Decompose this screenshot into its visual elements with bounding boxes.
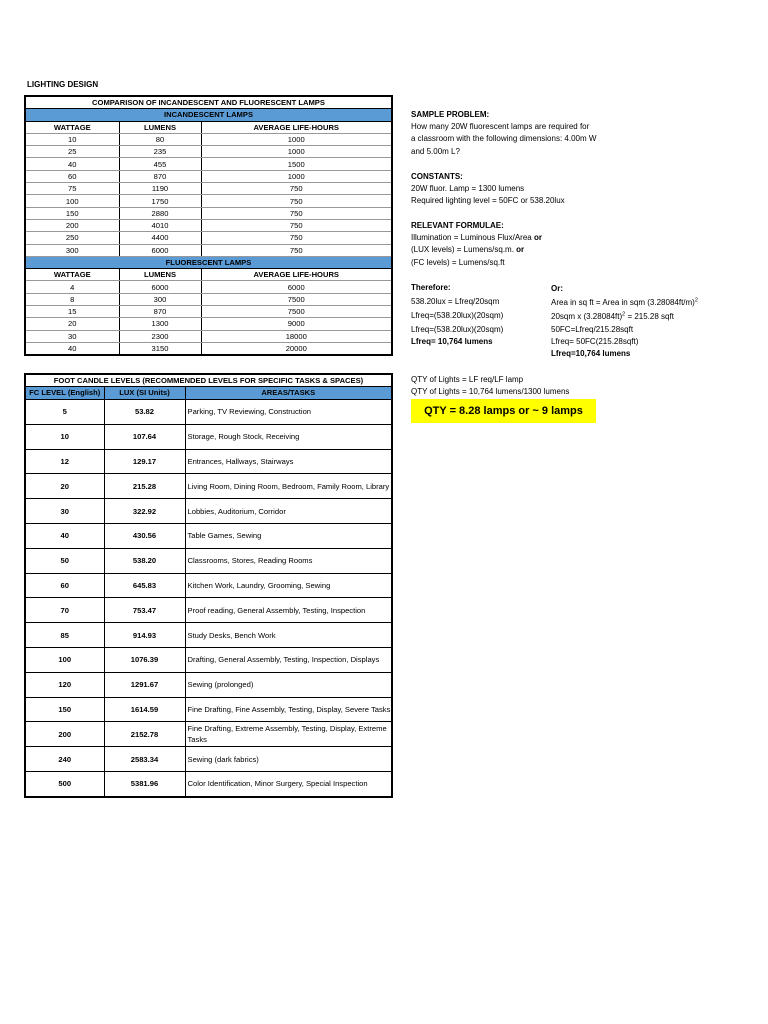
footcandle-lux-cell: 1291.67 xyxy=(104,672,185,697)
formula-1-or: or xyxy=(533,233,542,243)
footcandle-fc-level-cell: 40 xyxy=(25,523,104,548)
footcandle-areas-cell: Sewing (prolonged) xyxy=(185,672,392,697)
therefore-line-3: Lfreq=(538.20lux)(20sqm) xyxy=(411,324,504,334)
footcandle-fc-level-cell: 85 xyxy=(25,623,104,648)
incandescent-wattage-cell: 250 xyxy=(25,232,119,244)
footcandle-row xyxy=(25,697,392,722)
incandescent-lumens-cell: 235 xyxy=(119,146,201,158)
incandescent-life-hours-cell: 750 xyxy=(201,219,392,231)
footcandle-lux-cell: 129.17 xyxy=(104,449,185,474)
incandescent-lumens-cell: 4010 xyxy=(119,219,201,231)
incandescent-wattage-cell: 40 xyxy=(25,158,119,170)
page-title: LIGHTING DESIGN xyxy=(27,80,99,89)
alt-line-2-text: 20sqm x (3.28084ft) xyxy=(551,312,623,322)
incandescent-row xyxy=(25,195,392,207)
footcandle-lux-cell: 1076.39 xyxy=(104,647,185,672)
footcandle-fc-level-cell: 500 xyxy=(25,771,104,796)
footcandle-lux-cell: 2583.34 xyxy=(104,747,185,772)
sample-heading: SAMPLE PROBLEM: xyxy=(411,110,490,119)
fluorescent-wattage-cell: 15 xyxy=(25,306,119,318)
footcandle-areas-cell: Kitchen Work, Laundry, Grooming, Sewing xyxy=(185,573,392,598)
footcandle-areas-cell: Fine Drafting, Extreme Assembly, Testing, Display, Extreme Tasks xyxy=(185,722,392,747)
footcandle-row xyxy=(25,647,392,672)
footcandle-caption: FOOT CANDLE LEVELS (RECOMMENDED LEVELS FOR SPECIFIC TASKS & SPACES) xyxy=(25,374,392,387)
formula-1 xyxy=(411,232,542,244)
footcandle-areas-cell: Parking, TV Reviewing, Construction xyxy=(185,400,392,425)
incandescent-life-hours-cell: 750 xyxy=(201,183,392,195)
footcandle-lux-cell: 107.64 xyxy=(104,424,185,449)
footcandle-fc-level-cell: 50 xyxy=(25,548,104,573)
footcandle-row xyxy=(25,573,392,598)
footcandle-lux-cell: 914.93 xyxy=(104,623,185,648)
fluorescent-wattage-cell: 30 xyxy=(25,330,119,342)
constants-heading: CONSTANTS: xyxy=(411,172,463,181)
fluorescent-lumens-cell: 2300 xyxy=(119,330,201,342)
incandescent-header: INCANDESCENT LAMPS xyxy=(25,109,392,121)
fluorescent-life-hours-cell: 20000 xyxy=(201,342,392,355)
footcandle-fc-level-cell: 200 xyxy=(25,722,104,747)
col-header-life-hours: AVERAGE LIFE-HOURS xyxy=(201,121,392,133)
footcandle-lux-cell: 645.83 xyxy=(104,573,185,598)
incandescent-lumens-cell: 80 xyxy=(119,133,201,145)
fluorescent-header: FLUORESCENT LAMPS xyxy=(25,256,392,268)
question-line-1: How many 20W fluorescent lamps are required for xyxy=(411,122,590,132)
incandescent-life-hours-cell: 750 xyxy=(201,207,392,219)
footcandle-row xyxy=(25,474,392,499)
fluorescent-row xyxy=(25,306,392,318)
incandescent-life-hours-cell: 750 xyxy=(201,232,392,244)
incandescent-wattage-cell: 10 xyxy=(25,133,119,145)
incandescent-life-hours-cell: 1000 xyxy=(201,170,392,182)
footcandle-fc-level-cell: 30 xyxy=(25,499,104,524)
fluorescent-row xyxy=(25,342,392,355)
footcandle-row xyxy=(25,747,392,772)
footcandle-fc-level-cell: 20 xyxy=(25,474,104,499)
footcandle-row xyxy=(25,548,392,573)
incandescent-row xyxy=(25,207,392,219)
footcandle-areas-cell: Table Games, Sewing xyxy=(185,523,392,548)
footcandle-lux-cell: 1614.59 xyxy=(104,697,185,722)
formulae-block xyxy=(411,220,542,269)
footcandle-row xyxy=(25,598,392,623)
footcandle-lux-cell: 322.92 xyxy=(104,499,185,524)
incandescent-wattage-cell: 60 xyxy=(25,170,119,182)
incandescent-wattage-cell: 75 xyxy=(25,183,119,195)
therefore-block xyxy=(411,282,503,348)
footcandle-areas-cell: Color Identification, Minor Surgery, Special Inspection xyxy=(185,771,392,796)
fluorescent-lumens-cell: 300 xyxy=(119,293,201,305)
formula-2-text: (LUX levels) = Lumens/sq.m. xyxy=(411,245,514,255)
footcandle-lux-cell: 2152.78 xyxy=(104,722,185,747)
col-header-life-hours: AVERAGE LIFE-HOURS xyxy=(201,269,392,281)
fluorescent-wattage-cell: 20 xyxy=(25,318,119,330)
incandescent-lumens-cell: 870 xyxy=(119,170,201,182)
therefore-line-2: Lfreq=(538.20lux)(20sqm) xyxy=(411,311,504,321)
quantity-formula: QTY of Lights = LF req/LF lamp xyxy=(411,375,524,384)
footcandle-lux-cell: 538.20 xyxy=(104,548,185,573)
alt-line-4: Lfreq= 50FC(215.28sqft) xyxy=(551,336,639,346)
therefore-line-1: 538.20lux = Lfreq/20sqm xyxy=(411,297,500,307)
incandescent-lumens-cell: 4400 xyxy=(119,232,201,244)
incandescent-lumens-cell: 1190 xyxy=(119,183,201,195)
footcandle-fc-level-cell: 100 xyxy=(25,647,104,672)
alternate-block xyxy=(551,283,698,360)
footcandle-areas-cell: Study Desks, Bench Work xyxy=(185,623,392,648)
formula-3: (FC levels) = Lumens/sq.ft xyxy=(411,257,505,267)
quantity-substitution: QTY of Lights = 10,764 lumens/1300 lumens xyxy=(411,387,570,397)
footcandle-row xyxy=(25,523,392,548)
fluorescent-row xyxy=(25,281,392,293)
fluorescent-lumens-cell: 6000 xyxy=(119,281,201,293)
alt-line-3: 50FC=Lfreq/215.28sqft xyxy=(551,324,634,334)
footcandle-areas-cell: Living Room, Dining Room, Bedroom, Family Room, Library xyxy=(185,474,392,499)
or-heading: Or: xyxy=(551,284,563,293)
incandescent-lumens-cell: 455 xyxy=(119,158,201,170)
alt-line-1-sup: 2 xyxy=(694,297,698,304)
footcandle-row xyxy=(25,499,392,524)
sample-problem xyxy=(411,109,596,158)
incandescent-row xyxy=(25,219,392,231)
fluorescent-wattage-cell: 8 xyxy=(25,293,119,305)
comparison-caption: COMPARISON OF INCANDESCENT AND FLUORESCENT LAMPS xyxy=(25,96,392,109)
incandescent-life-hours-cell: 1000 xyxy=(201,133,392,145)
col-header-lux: LUX (SI Units) xyxy=(104,387,185,400)
therefore-result: Lfreq= 10,764 lumens xyxy=(411,336,493,346)
footcandle-row xyxy=(25,449,392,474)
incandescent-lumens-cell: 2880 xyxy=(119,207,201,219)
footcandle-areas-cell: Entrances, Hallways, Stairways xyxy=(185,449,392,474)
constants-block xyxy=(411,171,565,208)
col-header-lumens: LUMENS xyxy=(119,121,201,133)
footcandle-fc-level-cell: 10 xyxy=(25,424,104,449)
col-header-lumens: LUMENS xyxy=(119,269,201,281)
incandescent-row xyxy=(25,244,392,256)
col-header-wattage: WATTAGE xyxy=(25,269,119,281)
incandescent-row xyxy=(25,146,392,158)
quantity-block xyxy=(411,374,569,398)
incandescent-lumens-cell: 6000 xyxy=(119,244,201,256)
formula-1-text: Illumination = Luminous Flux/Area xyxy=(411,233,532,243)
incandescent-life-hours-cell: 1000 xyxy=(201,146,392,158)
incandescent-row xyxy=(25,232,392,244)
incandescent-row xyxy=(25,158,392,170)
alt-line-1 xyxy=(551,297,698,309)
footcandle-row xyxy=(25,672,392,697)
footcandle-areas-cell: Storage, Rough Stock, Receiving xyxy=(185,424,392,449)
fluorescent-life-hours-cell: 9000 xyxy=(201,318,392,330)
foot-candle-table xyxy=(24,373,393,798)
fluorescent-life-hours-cell: 7500 xyxy=(201,293,392,305)
footcandle-lux-cell: 53.82 xyxy=(104,400,185,425)
footcandle-row xyxy=(25,400,392,425)
footcandle-lux-cell: 753.47 xyxy=(104,598,185,623)
alt-line-2-result: = 215.28 sqft xyxy=(625,312,674,322)
footcandle-row xyxy=(25,722,392,747)
footcandle-areas-cell: Drafting, General Assembly, Testing, Inspection, Displays xyxy=(185,647,392,672)
constant-lamp: 20W fluor. Lamp = 1300 lumens xyxy=(411,184,525,194)
footcandle-areas-cell: Lobbies, Auditorium, Corridor xyxy=(185,499,392,524)
footcandle-lux-cell: 430.56 xyxy=(104,523,185,548)
formulae-heading: RELEVANT FORMULAE: xyxy=(411,221,504,230)
footcandle-fc-level-cell: 240 xyxy=(25,747,104,772)
col-header-areas: AREAS/TASKS xyxy=(185,387,392,400)
incandescent-row xyxy=(25,183,392,195)
footcandle-fc-level-cell: 12 xyxy=(25,449,104,474)
incandescent-wattage-cell: 25 xyxy=(25,146,119,158)
footcandle-fc-level-cell: 5 xyxy=(25,400,104,425)
therefore-heading: Therefore: xyxy=(411,283,451,292)
footcandle-row xyxy=(25,771,392,796)
alt-line-2-sup: 2 xyxy=(622,311,626,318)
incandescent-wattage-cell: 200 xyxy=(25,219,119,231)
fluorescent-wattage-cell: 40 xyxy=(25,342,119,355)
fluorescent-lumens-cell: 1300 xyxy=(119,318,201,330)
alt-line-2 xyxy=(551,311,698,323)
footcandle-areas-cell: Fine Drafting, Fine Assembly, Testing, Display, Severe Tasks xyxy=(185,697,392,722)
answer-highlight: QTY = 8.28 lamps or ~ 9 lamps xyxy=(411,399,596,423)
footcandle-lux-cell: 5381.96 xyxy=(104,771,185,796)
lamp-comparison-table xyxy=(24,95,393,356)
formula-2-or: or xyxy=(516,245,525,255)
incandescent-lumens-cell: 1750 xyxy=(119,195,201,207)
footcandle-fc-level-cell: 120 xyxy=(25,672,104,697)
fluorescent-life-hours-cell: 6000 xyxy=(201,281,392,293)
incandescent-row xyxy=(25,170,392,182)
incandescent-wattage-cell: 300 xyxy=(25,244,119,256)
incandescent-life-hours-cell: 750 xyxy=(201,244,392,256)
incandescent-life-hours-cell: 1500 xyxy=(201,158,392,170)
fluorescent-row xyxy=(25,318,392,330)
col-header-fc-level: FC LEVEL (English) xyxy=(25,387,104,400)
footcandle-row xyxy=(25,424,392,449)
incandescent-wattage-cell: 150 xyxy=(25,207,119,219)
question-line-2: a classroom with the following dimensions: 4.00m W xyxy=(411,134,597,144)
fluorescent-lumens-cell: 870 xyxy=(119,306,201,318)
constant-level: Required lighting level = 50FC or 538.20lux xyxy=(411,196,565,206)
footcandle-fc-level-cell: 60 xyxy=(25,573,104,598)
fluorescent-lumens-cell: 3150 xyxy=(119,342,201,355)
incandescent-wattage-cell: 100 xyxy=(25,195,119,207)
fluorescent-wattage-cell: 4 xyxy=(25,281,119,293)
footcandle-row xyxy=(25,623,392,648)
question-line-3: and 5.00m L? xyxy=(411,146,460,156)
footcandle-fc-level-cell: 70 xyxy=(25,598,104,623)
footcandle-fc-level-cell: 150 xyxy=(25,697,104,722)
col-header-wattage: WATTAGE xyxy=(25,121,119,133)
footcandle-areas-cell: Classrooms, Stores, Reading Rooms xyxy=(185,548,392,573)
fluorescent-life-hours-cell: 7500 xyxy=(201,306,392,318)
incandescent-row xyxy=(25,133,392,145)
fluorescent-life-hours-cell: 18000 xyxy=(201,330,392,342)
fluorescent-row xyxy=(25,330,392,342)
incandescent-life-hours-cell: 750 xyxy=(201,195,392,207)
fluorescent-row xyxy=(25,293,392,305)
footcandle-lux-cell: 215.28 xyxy=(104,474,185,499)
footcandle-areas-cell: Sewing (dark fabrics) xyxy=(185,747,392,772)
formula-2 xyxy=(411,244,542,256)
alt-line-1-text: Area in sq ft = Area in sqm (3.28084ft/m) xyxy=(551,298,695,308)
footcandle-areas-cell: Proof reading, General Assembly, Testing, Inspection xyxy=(185,598,392,623)
alt-result: Lfreq=10,764 lumens xyxy=(551,349,631,359)
